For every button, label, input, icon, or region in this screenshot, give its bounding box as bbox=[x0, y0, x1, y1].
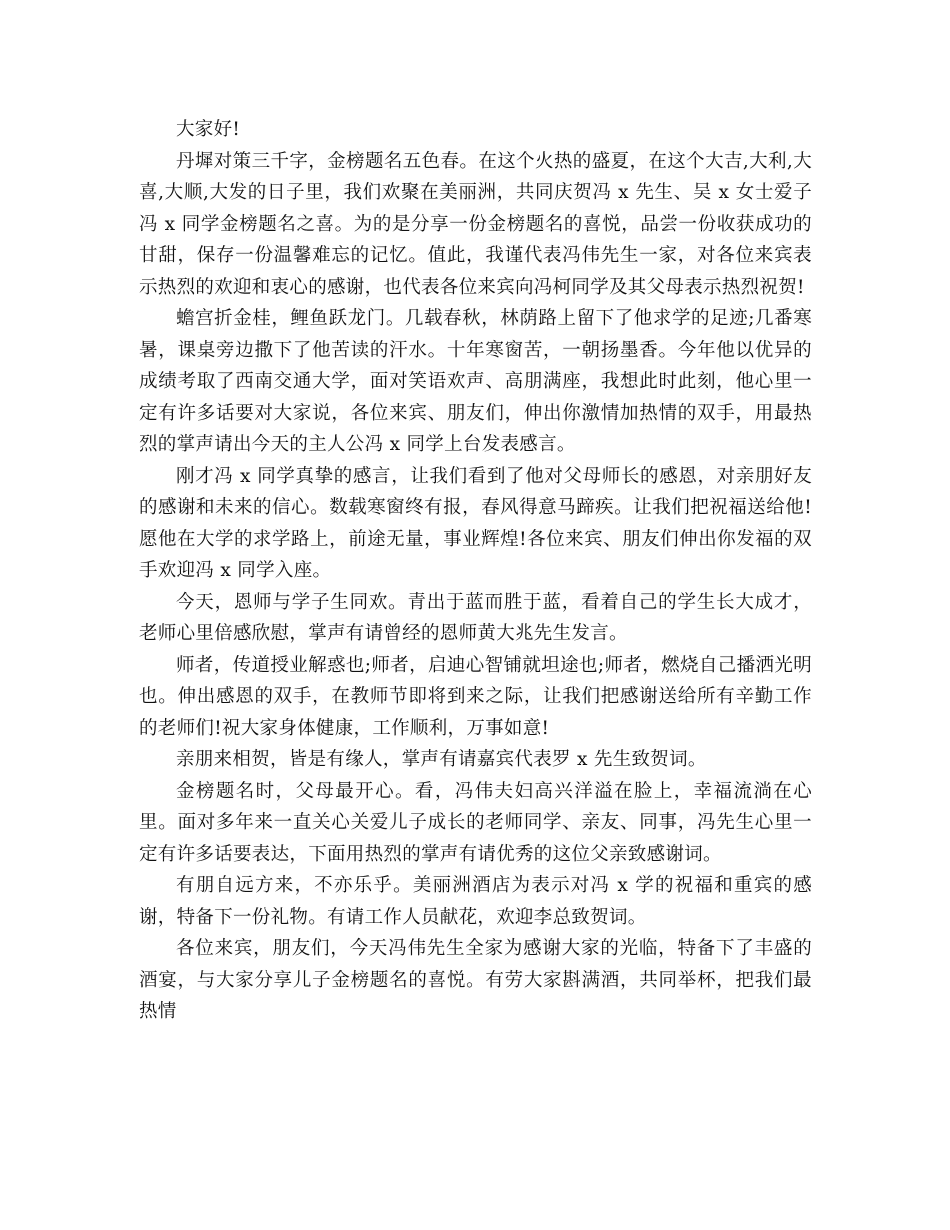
paragraph-teacher-intro: 今天，恩师与学子生同欢。青出于蓝而胜于蓝，看着自己的学生长大成才，老师心里倍感欣慰，掌声有请曾经的恩师黄大兆先生发言。 bbox=[139, 591, 812, 644]
document-body bbox=[139, 114, 812, 1028]
paragraph-opening: 丹墀对策三千字，金榜题名五色春。在这个火热的盛夏，在这个大吉,大利,大喜,大顺,大发的日子里，我们欢聚在美丽洲，共同庆贺冯 x 先生、吴 x 女士爱子冯 x 同学金榜题名之喜。为的是分享一份金榜题名的喜悦，品尝一份收获成功的甘甜，保存一份温馨难忘的记忆。值此，我谨代表冯伟先生一家，对各位来宾表示热烈的欢迎和衷心的感谢，也代表各位来宾向冯柯同学及其父母表示热烈祝贺! bbox=[139, 150, 812, 298]
paragraph-guest-intro: 亲朋来相贺，皆是有缘人，掌声有请嘉宾代表罗 x 先生致贺词。 bbox=[176, 749, 707, 770]
paragraph-parent-intro: 金榜题名时，父母最开心。看，冯伟夫妇高兴洋溢在脸上，幸福流淌在心里。面对多年来一直关心关爱儿子成长的老师同学、亲友、同事，冯先生心里一定有许多话要表达，下面用热烈的掌声有请优秀的这位父亲致感谢词。 bbox=[139, 780, 812, 865]
paragraph-student-intro: 蟾宫折金桂，鲤鱼跃龙门。几载春秋，林荫路上留下了他求学的足迹;几番寒暑，课桌旁边撒下了他苦读的汗水。十年寒窗苦，一朝扬墨香。今年他以优异的成绩考取了西南交通大学，面对笑语欢声、高朋满座，我想此时此刻，他心里一定有许多话要对大家说，各位来宾、朋友们，伸出你激情加热情的双手，用最热烈的掌声请出今天的主人公冯 x 同学上台发表感言。 bbox=[139, 308, 812, 455]
paragraph-gift: 有朋自远方来，不亦乐乎。美丽洲酒店为表示对冯 x 学的祝福和重宾的感谢，特备下一份礼物。有请工作人员献花，欢迎李总致贺词。 bbox=[139, 875, 812, 928]
paragraph-toast: 各位来宾，朋友们，今天冯伟先生全家为感谢大家的光临，特备下了丰盛的酒宴，与大家分享儿子金榜题名的喜悦。有劳大家斟满酒，共同举杯，把我们最热情 bbox=[139, 938, 812, 1022]
paragraph-student-thanks: 刚才冯 x 同学真挚的感言，让我们看到了他对父母师长的感恩，对亲朋好友的感谢和未来的信心。数载寒窗终有报，春风得意马蹄疾。让我们把祝福送给他!愿他在大学的求学路上，前途无量，事业辉煌!各位来宾、朋友们伸出你发福的双手欢迎冯 x 同学入座。 bbox=[139, 465, 812, 581]
paragraph-greeting: 大家好! bbox=[176, 119, 241, 140]
paragraph-teacher-praise: 师者，传道授业解惑也;师者，启迪心智铺就坦途也;师者，燃烧自己播洒光明也。伸出感恩的双手，在教师节即将到来之际，让我们把感谢送给所有辛勤工作的老师们!祝大家身体健康，工作顺利，万事如意! bbox=[139, 654, 812, 739]
